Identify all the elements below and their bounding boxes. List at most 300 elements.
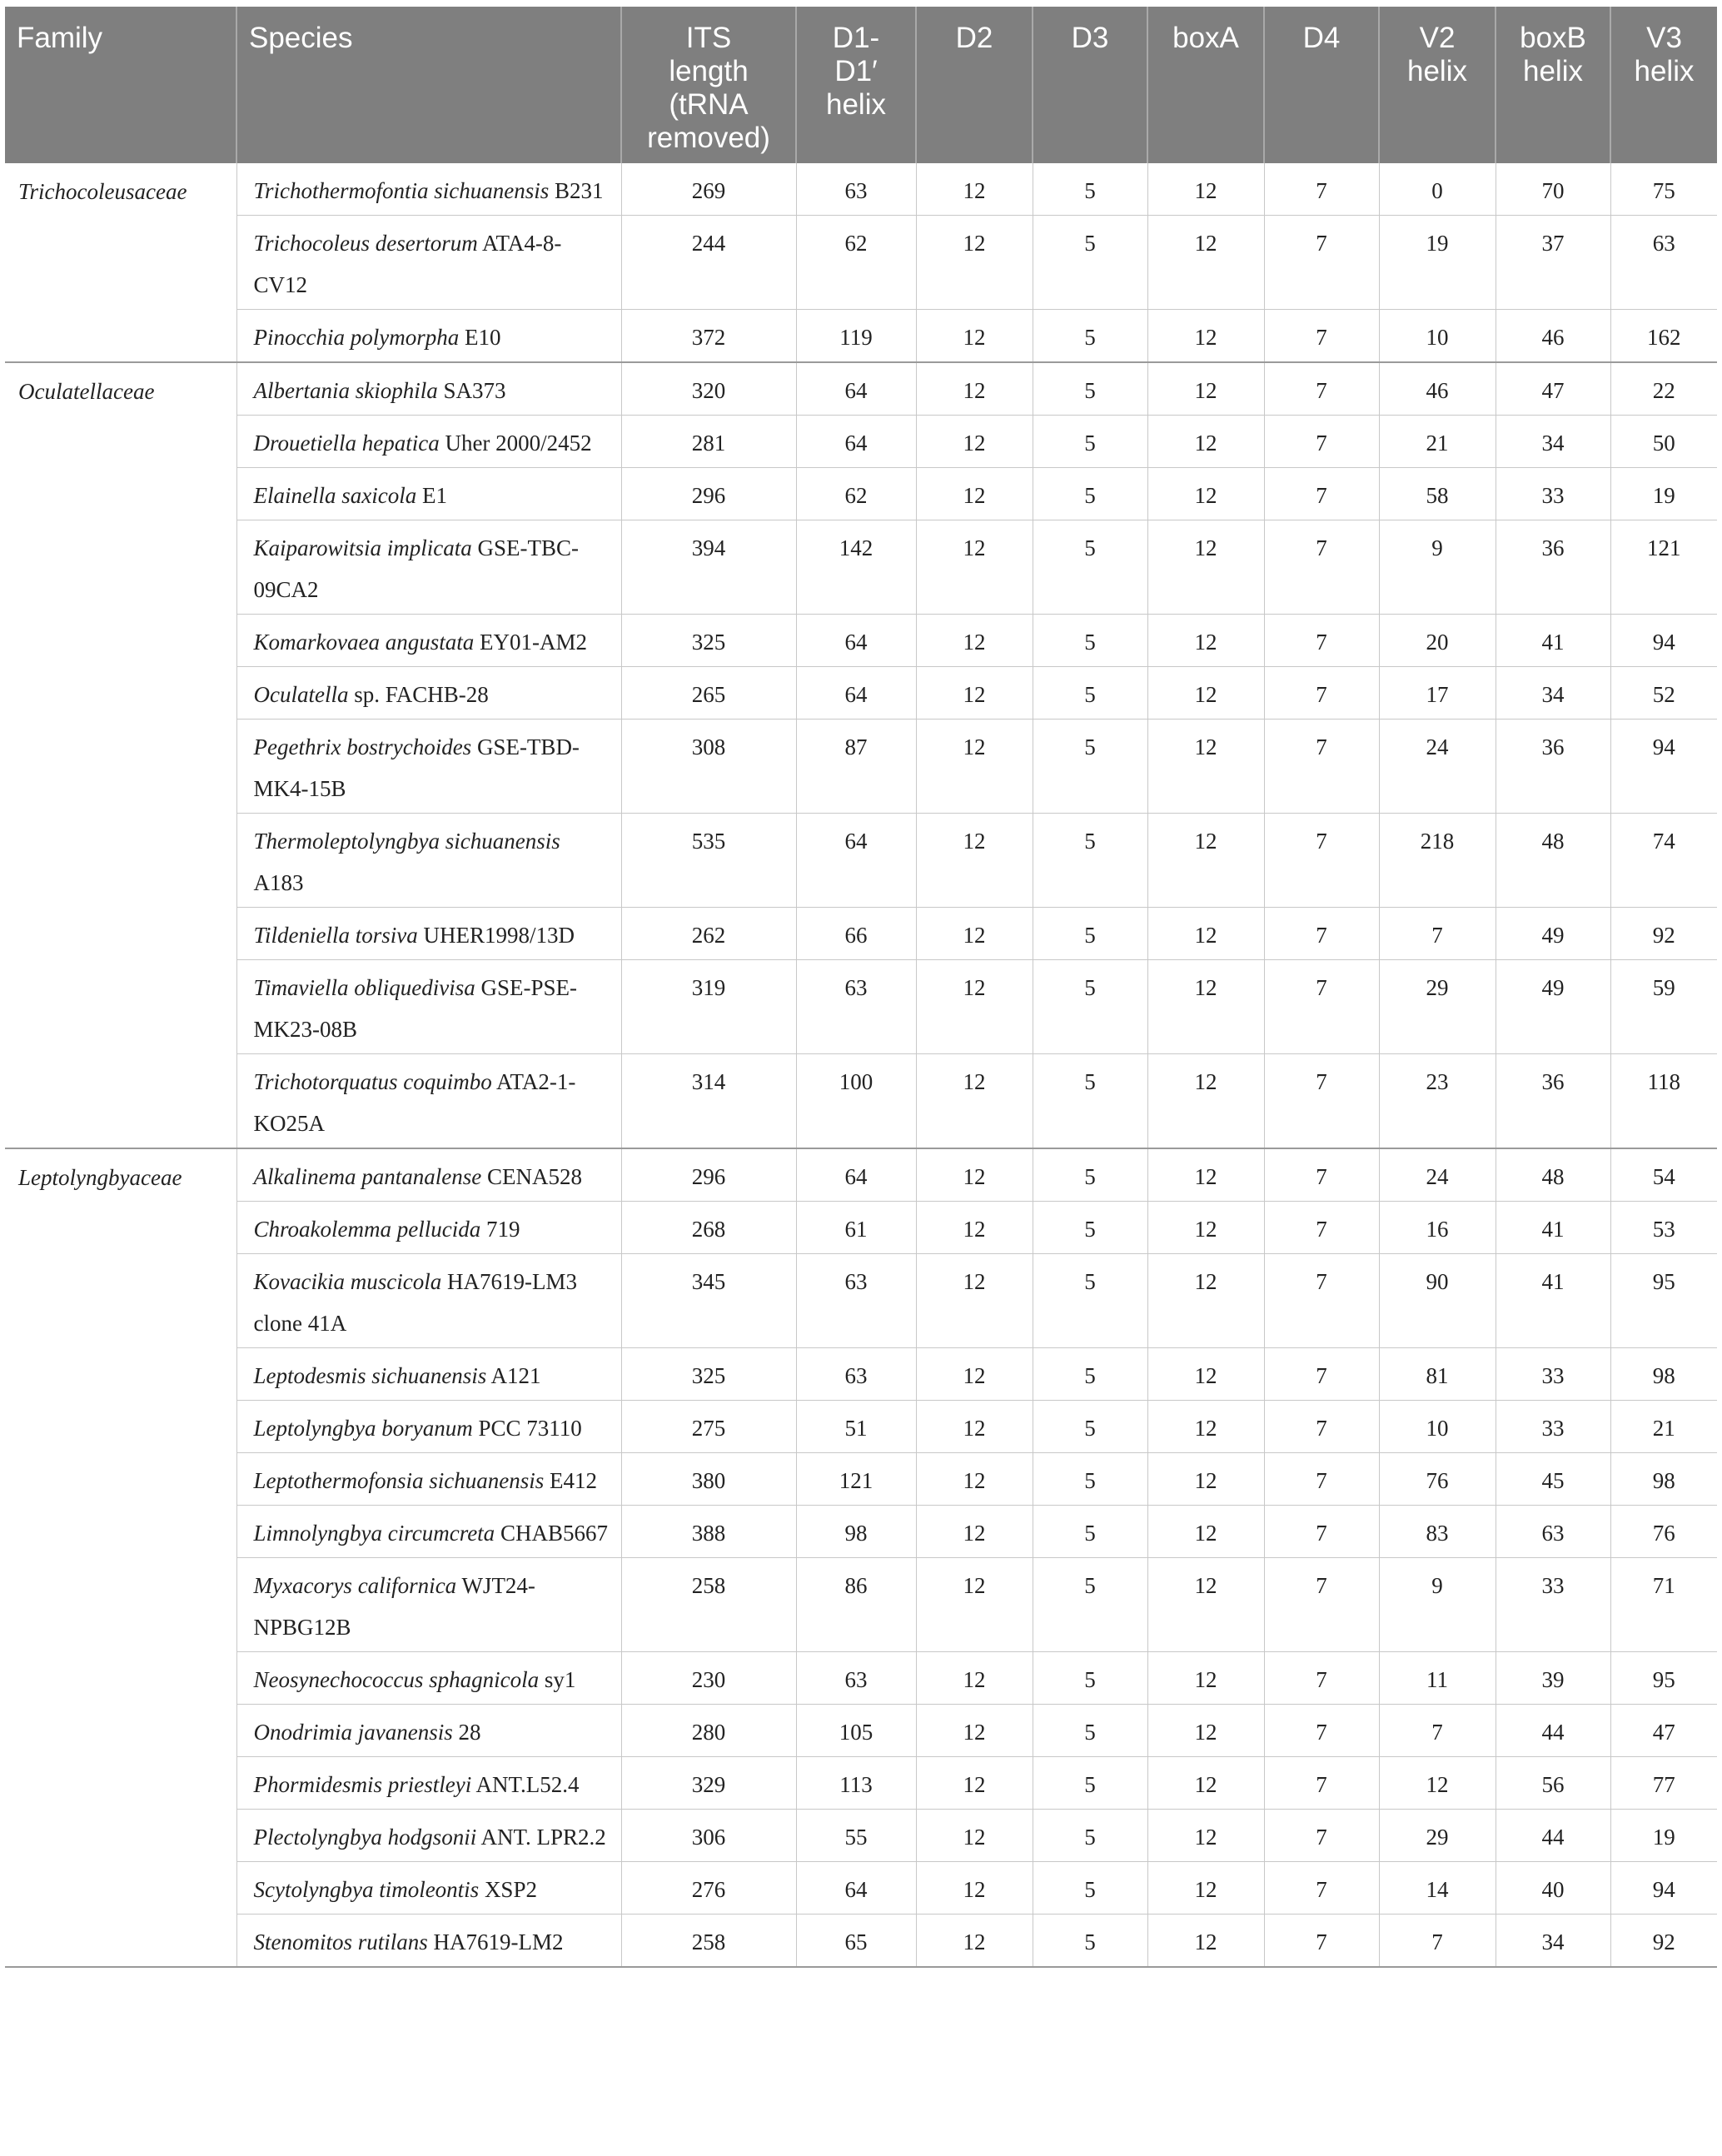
value-cell: 20 (1379, 615, 1496, 667)
species-cell (236, 1652, 621, 1705)
value-cell: 98 (796, 1506, 916, 1558)
table-row (5, 1202, 1717, 1254)
value-cell: 7 (1264, 1054, 1379, 1149)
table-row (5, 814, 1717, 908)
table-row (5, 908, 1717, 960)
value-cell: 121 (1610, 520, 1717, 615)
value-cell: 36 (1496, 719, 1610, 814)
species-cell (236, 1915, 621, 1968)
value-cell: 5 (1033, 1453, 1147, 1506)
value-cell: 44 (1496, 1705, 1610, 1757)
value-cell: 7 (1264, 362, 1379, 416)
value-cell: 64 (796, 362, 916, 416)
value-cell: 12 (916, 1506, 1033, 1558)
strain-id: GSE-TBD-MK4-15B (253, 734, 580, 801)
table-row (5, 1810, 1717, 1862)
value-cell: 9 (1379, 520, 1496, 615)
value-cell: 92 (1610, 1915, 1717, 1968)
value-cell: 5 (1033, 615, 1147, 667)
value-cell: 12 (916, 416, 1033, 468)
column-header-line: (tRNA (669, 88, 749, 121)
table-row (5, 1652, 1717, 1705)
table-row (5, 1705, 1717, 1757)
strain-id: 28 (458, 1720, 481, 1745)
species-name: Trichocoleus desertorum (253, 231, 478, 256)
value-cell: 319 (621, 960, 796, 1054)
table-row (5, 1915, 1717, 1968)
value-cell: 75 (1610, 163, 1717, 216)
value-cell: 7 (1264, 1254, 1379, 1348)
value-cell: 14 (1379, 1862, 1496, 1915)
value-cell: 12 (916, 1915, 1033, 1968)
value-cell: 63 (796, 1254, 916, 1348)
value-cell: 19 (1610, 1810, 1717, 1862)
value-cell: 11 (1379, 1652, 1496, 1705)
value-cell: 118 (1610, 1054, 1717, 1149)
value-cell: 7 (1264, 163, 1379, 216)
value-cell: 12 (1147, 615, 1264, 667)
species-name: Alkalinema pantanalense (253, 1164, 482, 1189)
species-cell (236, 1202, 621, 1254)
value-cell: 12 (916, 615, 1033, 667)
value-cell: 76 (1379, 1453, 1496, 1506)
value-cell: 345 (621, 1254, 796, 1348)
strain-id: 719 (485, 1217, 520, 1242)
strain-id: A121 (490, 1363, 541, 1388)
value-cell: 5 (1033, 1401, 1147, 1453)
strain-id: Uher 2000/2452 (445, 431, 592, 456)
value-cell: 61 (796, 1202, 916, 1254)
species-cell (236, 1453, 621, 1506)
species-name: Pinocchia polymorpha (253, 325, 460, 350)
value-cell: 94 (1610, 719, 1717, 814)
value-cell: 230 (621, 1652, 796, 1705)
value-cell: 34 (1496, 1915, 1610, 1968)
value-cell: 21 (1610, 1401, 1717, 1453)
species-name: Trichothermofontia sichuanensis (253, 178, 550, 203)
table-row (5, 719, 1717, 814)
value-cell: 56 (1496, 1757, 1610, 1810)
value-cell: 329 (621, 1757, 796, 1810)
value-cell: 12 (1147, 362, 1264, 416)
value-cell: 320 (621, 362, 796, 416)
value-cell: 12 (1147, 908, 1264, 960)
species-name: Elainella saxicola (253, 483, 417, 508)
value-cell: 10 (1379, 1401, 1496, 1453)
value-cell: 24 (1379, 1148, 1496, 1202)
value-cell: 12 (1147, 310, 1264, 363)
value-cell: 12 (1147, 960, 1264, 1054)
table-row (5, 1862, 1717, 1915)
value-cell: 7 (1264, 615, 1379, 667)
value-cell: 162 (1610, 310, 1717, 363)
column-header-line: V3 (1646, 22, 1682, 54)
column-header (1147, 7, 1264, 163)
value-cell: 5 (1033, 362, 1147, 416)
value-cell: 33 (1496, 1558, 1610, 1652)
species-name: Kovacikia muscicola (253, 1269, 442, 1294)
value-cell: 63 (796, 960, 916, 1054)
column-header-line: helix (826, 88, 886, 121)
column-header (1264, 7, 1379, 163)
value-cell: 12 (916, 1254, 1033, 1348)
value-cell: 44 (1496, 1810, 1610, 1862)
column-header-line: D2 (955, 22, 993, 54)
table-row (5, 1054, 1717, 1149)
species-name: Thermoleptolyngbya sichuanensis (253, 829, 560, 854)
value-cell: 12 (1147, 163, 1264, 216)
value-cell: 296 (621, 468, 796, 520)
value-cell: 7 (1264, 310, 1379, 363)
species-cell (236, 719, 621, 814)
value-cell: 19 (1379, 216, 1496, 310)
table-row (5, 1348, 1717, 1401)
value-cell: 218 (1379, 814, 1496, 908)
value-cell: 12 (916, 1453, 1033, 1506)
species-name: Myxacorys californica (253, 1573, 457, 1598)
family-cell: Oculatellaceae (5, 362, 236, 1148)
strain-id: XSP2 (484, 1877, 537, 1902)
value-cell: 280 (621, 1705, 796, 1757)
species-name: Tildeniella torsiva (253, 923, 418, 948)
value-cell: 70 (1496, 163, 1610, 216)
strain-id: HA7619-LM3 clone 41A (253, 1269, 577, 1336)
value-cell: 64 (796, 416, 916, 468)
value-cell: 12 (1147, 520, 1264, 615)
table-header (5, 7, 1717, 163)
strain-id: CHAB5667 (500, 1521, 608, 1546)
value-cell: 5 (1033, 520, 1147, 615)
value-cell: 12 (1147, 1915, 1264, 1968)
value-cell: 262 (621, 908, 796, 960)
value-cell: 7 (1264, 1652, 1379, 1705)
table-row (5, 1558, 1717, 1652)
value-cell: 63 (1496, 1506, 1610, 1558)
column-header-line: D1- (832, 22, 880, 54)
value-cell: 19 (1610, 468, 1717, 520)
species-name: Stenomitos rutilans (253, 1929, 428, 1954)
column-header-line: V2 (1419, 22, 1456, 54)
value-cell: 29 (1379, 960, 1496, 1054)
value-cell: 5 (1033, 719, 1147, 814)
value-cell: 5 (1033, 468, 1147, 520)
value-cell: 5 (1033, 1652, 1147, 1705)
its-structure-table (5, 7, 1717, 1968)
value-cell: 62 (796, 216, 916, 310)
value-cell: 64 (796, 1148, 916, 1202)
table-row (5, 1506, 1717, 1558)
value-cell: 46 (1496, 310, 1610, 363)
value-cell: 258 (621, 1915, 796, 1968)
species-cell (236, 163, 621, 216)
value-cell: 296 (621, 1148, 796, 1202)
value-cell: 12 (916, 1401, 1033, 1453)
table-row (5, 520, 1717, 615)
species-name: Onodrimia javanensis (253, 1720, 453, 1745)
value-cell: 81 (1379, 1348, 1496, 1401)
value-cell: 34 (1496, 416, 1610, 468)
value-cell: 9 (1379, 1558, 1496, 1652)
value-cell: 7 (1264, 1401, 1379, 1453)
value-cell: 86 (796, 1558, 916, 1652)
value-cell: 325 (621, 615, 796, 667)
value-cell: 12 (916, 814, 1033, 908)
value-cell: 48 (1496, 1148, 1610, 1202)
species-name: Phormidesmis priestleyi (253, 1772, 472, 1797)
value-cell: 5 (1033, 1810, 1147, 1862)
strain-id: ANT. LPR2.2 (480, 1825, 606, 1850)
value-cell: 306 (621, 1810, 796, 1862)
value-cell: 10 (1379, 310, 1496, 363)
column-header-line: boxB (1520, 22, 1586, 54)
value-cell: 12 (916, 520, 1033, 615)
species-cell (236, 1862, 621, 1915)
value-cell: 7 (1264, 1558, 1379, 1652)
value-cell: 12 (1379, 1757, 1496, 1810)
value-cell: 5 (1033, 1254, 1147, 1348)
value-cell: 5 (1033, 163, 1147, 216)
value-cell: 268 (621, 1202, 796, 1254)
value-cell: 308 (621, 719, 796, 814)
value-cell: 5 (1033, 310, 1147, 363)
value-cell: 7 (1264, 1915, 1379, 1968)
value-cell: 5 (1033, 908, 1147, 960)
value-cell: 21 (1379, 416, 1496, 468)
species-name: Plectolyngbya hodgsonii (253, 1825, 477, 1850)
value-cell: 12 (1147, 1862, 1264, 1915)
column-header (236, 7, 621, 163)
value-cell: 53 (1610, 1202, 1717, 1254)
value-cell: 48 (1496, 814, 1610, 908)
strain-id: B231 (555, 178, 604, 203)
value-cell: 12 (916, 960, 1033, 1054)
species-cell (236, 615, 621, 667)
value-cell: 37 (1496, 216, 1610, 310)
value-cell: 12 (916, 468, 1033, 520)
value-cell: 325 (621, 1348, 796, 1401)
value-cell: 7 (1264, 1148, 1379, 1202)
value-cell: 54 (1610, 1148, 1717, 1202)
species-name: Pegethrix bostrychoides (253, 734, 472, 759)
value-cell: 7 (1264, 1506, 1379, 1558)
species-name: Leptodesmis sichuanensis (253, 1363, 487, 1388)
value-cell: 52 (1610, 667, 1717, 719)
table-row (5, 362, 1717, 416)
value-cell: 7 (1379, 1915, 1496, 1968)
value-cell: 12 (916, 667, 1033, 719)
family-cell: Trichocoleusaceae (5, 163, 236, 362)
strain-id: HA7619-LM2 (433, 1929, 564, 1954)
value-cell: 372 (621, 310, 796, 363)
value-cell: 63 (796, 1348, 916, 1401)
value-cell: 95 (1610, 1652, 1717, 1705)
value-cell: 12 (916, 1757, 1033, 1810)
value-cell: 12 (916, 1810, 1033, 1862)
value-cell: 12 (916, 1148, 1033, 1202)
table-row (5, 960, 1717, 1054)
table-row (5, 1757, 1717, 1810)
strain-id: ANT.L52.4 (475, 1772, 580, 1797)
column-header (916, 7, 1033, 163)
value-cell: 77 (1610, 1757, 1717, 1810)
species-cell (236, 216, 621, 310)
value-cell: 12 (1147, 1810, 1264, 1862)
value-cell: 5 (1033, 1558, 1147, 1652)
value-cell: 12 (1147, 1652, 1264, 1705)
value-cell: 12 (916, 1705, 1033, 1757)
value-cell: 12 (1147, 416, 1264, 468)
table-row (5, 1453, 1717, 1506)
species-name: Albertania skiophila (253, 378, 438, 403)
value-cell: 71 (1610, 1558, 1717, 1652)
table-row (5, 310, 1717, 363)
value-cell: 12 (916, 1652, 1033, 1705)
species-cell (236, 960, 621, 1054)
strain-id: sy1 (544, 1667, 576, 1692)
value-cell: 281 (621, 416, 796, 468)
strain-id: A183 (253, 870, 304, 895)
species-cell (236, 1401, 621, 1453)
species-name: Leptothermofonsia sichuanensis (253, 1468, 545, 1493)
strain-id: E10 (464, 325, 501, 350)
value-cell: 12 (1147, 1506, 1264, 1558)
value-cell: 12 (916, 1862, 1033, 1915)
species-cell (236, 908, 621, 960)
value-cell: 12 (916, 362, 1033, 416)
value-cell: 12 (1147, 1705, 1264, 1757)
value-cell: 16 (1379, 1202, 1496, 1254)
value-cell: 5 (1033, 667, 1147, 719)
value-cell: 12 (916, 719, 1033, 814)
value-cell: 47 (1496, 362, 1610, 416)
value-cell: 12 (1147, 1148, 1264, 1202)
strain-id: E1 (421, 483, 447, 508)
strain-id: E412 (550, 1468, 597, 1493)
species-cell (236, 1757, 621, 1810)
value-cell: 5 (1033, 216, 1147, 310)
value-cell: 7 (1264, 960, 1379, 1054)
species-name: Leptolyngbya boryanum (253, 1416, 473, 1441)
value-cell: 388 (621, 1506, 796, 1558)
value-cell: 12 (916, 163, 1033, 216)
column-header-line: helix (1523, 55, 1583, 87)
column-header (1379, 7, 1496, 163)
species-cell (236, 1705, 621, 1757)
value-cell: 12 (1147, 1757, 1264, 1810)
species-name: Komarkovaea angustata (253, 630, 475, 655)
value-cell: 7 (1264, 1810, 1379, 1862)
value-cell: 92 (1610, 908, 1717, 960)
species-cell (236, 814, 621, 908)
value-cell: 12 (1147, 719, 1264, 814)
value-cell: 33 (1496, 1348, 1610, 1401)
strain-id: SA373 (443, 378, 506, 403)
value-cell: 95 (1610, 1254, 1717, 1348)
table-row (5, 216, 1717, 310)
table-row (5, 416, 1717, 468)
value-cell: 36 (1496, 1054, 1610, 1149)
column-header-line: boxA (1172, 22, 1239, 54)
value-cell: 12 (1147, 814, 1264, 908)
column-header-line: removed) (647, 122, 770, 154)
value-cell: 17 (1379, 667, 1496, 719)
value-cell: 121 (796, 1453, 916, 1506)
value-cell: 314 (621, 1054, 796, 1149)
species-cell (236, 1148, 621, 1202)
column-header-line: Species (249, 22, 353, 54)
column-header-line: helix (1407, 55, 1467, 87)
strain-id: ATA4-8-CV12 (253, 231, 562, 297)
table-row (5, 615, 1717, 667)
strain-id: ATA2-1-KO25A (253, 1069, 576, 1136)
table-row (5, 1401, 1717, 1453)
value-cell: 5 (1033, 960, 1147, 1054)
value-cell: 7 (1264, 1757, 1379, 1810)
value-cell: 7 (1379, 908, 1496, 960)
table-body (5, 163, 1717, 1967)
value-cell: 24 (1379, 719, 1496, 814)
value-cell: 265 (621, 667, 796, 719)
value-cell: 55 (796, 1810, 916, 1862)
value-cell: 49 (1496, 960, 1610, 1054)
value-cell: 65 (796, 1915, 916, 1968)
value-cell: 7 (1264, 1705, 1379, 1757)
value-cell: 5 (1033, 416, 1147, 468)
value-cell: 5 (1033, 1348, 1147, 1401)
header-row (5, 7, 1717, 163)
value-cell: 34 (1496, 667, 1610, 719)
value-cell: 46 (1379, 362, 1496, 416)
species-name: Trichotorquatus coquimbo (253, 1069, 492, 1094)
species-cell (236, 1348, 621, 1401)
value-cell: 12 (1147, 667, 1264, 719)
value-cell: 5 (1033, 1202, 1147, 1254)
column-header-line: D3 (1071, 22, 1109, 54)
value-cell: 119 (796, 310, 916, 363)
strain-id: CENA528 (486, 1164, 582, 1189)
value-cell: 394 (621, 520, 796, 615)
value-cell: 380 (621, 1453, 796, 1506)
species-cell (236, 1254, 621, 1348)
value-cell: 7 (1264, 667, 1379, 719)
value-cell: 7 (1264, 416, 1379, 468)
species-cell (236, 416, 621, 468)
column-header (796, 7, 916, 163)
column-header (1033, 7, 1147, 163)
value-cell: 5 (1033, 814, 1147, 908)
strain-id: WJT24-NPBG12B (253, 1573, 535, 1640)
strain-id: PCC 73110 (478, 1416, 582, 1441)
species-cell (236, 1558, 621, 1652)
value-cell: 0 (1379, 163, 1496, 216)
value-cell: 12 (916, 216, 1033, 310)
value-cell: 7 (1264, 216, 1379, 310)
value-cell: 41 (1496, 615, 1610, 667)
strain-id: GSE-TBC-09CA2 (253, 535, 580, 602)
strain-id: sp. FACHB-28 (354, 682, 489, 707)
value-cell: 100 (796, 1054, 916, 1149)
value-cell: 5 (1033, 1757, 1147, 1810)
value-cell: 7 (1264, 1348, 1379, 1401)
species-name: Scytolyngbya timoleontis (253, 1877, 480, 1902)
value-cell: 74 (1610, 814, 1717, 908)
value-cell: 64 (796, 615, 916, 667)
species-cell (236, 1054, 621, 1149)
species-name: Oculatella (253, 682, 349, 707)
value-cell: 41 (1496, 1202, 1610, 1254)
value-cell: 64 (796, 1862, 916, 1915)
species-name: Drouetiella hepatica (253, 431, 440, 456)
